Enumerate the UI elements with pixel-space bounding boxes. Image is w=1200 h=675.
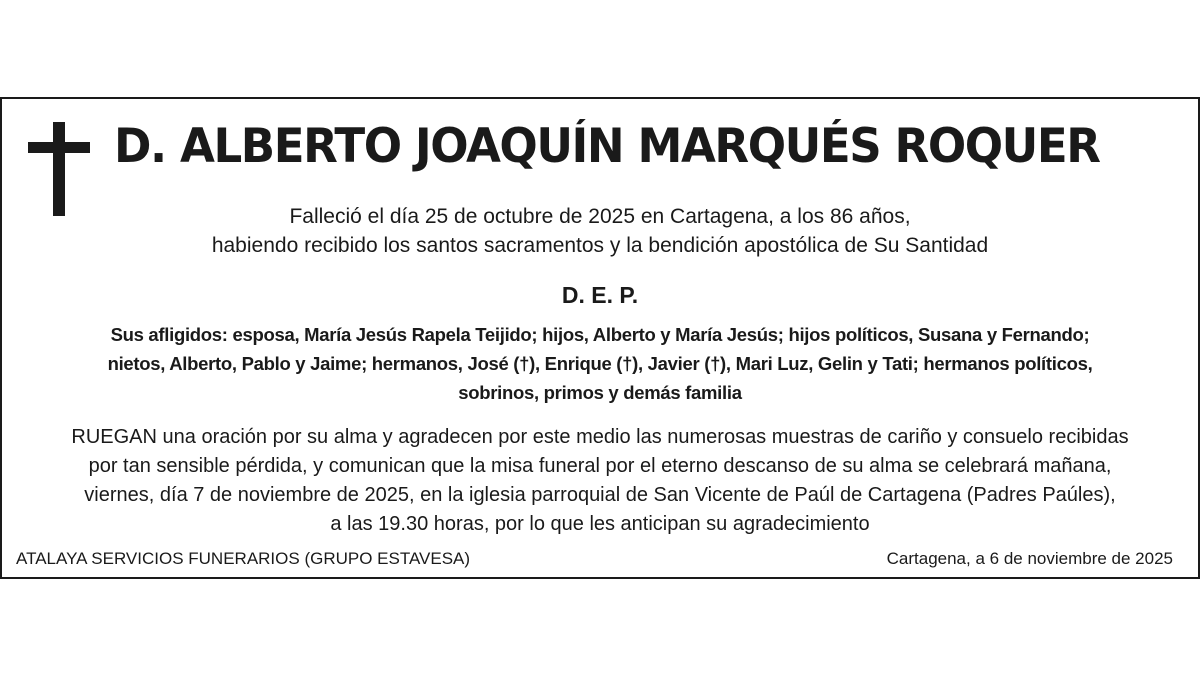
death-line: Falleció el día 25 de octubre de 2025 en Cartagena, a los 86 años, bbox=[289, 205, 911, 228]
family-line: Sus afligidos: esposa, María Jesús Rapela Teijido; hijos, Alberto y María Jesús; hijos políticos, Susana y Fernando; bbox=[110, 324, 1090, 345]
family-line: sobrinos, primos y demás familia bbox=[458, 382, 742, 403]
request-line: viernes, día 7 de noviembre de 2025, en la iglesia parroquial de San Vicente de Paúl de Cartagena (Padres Paúles), bbox=[84, 484, 1116, 506]
family-line: nietos, Alberto, Pablo y Jaime; hermanos, José (†), Enrique (†), Javier (†), Mari Luz, Gelin y Tati; hermanos políticos, bbox=[107, 353, 1093, 374]
request-line: RUEGAN una oración por su alma y agradecen por este medio las numerosas muestras de cariño y consuelo recibidas bbox=[71, 426, 1129, 448]
obituary-notice bbox=[0, 97, 1200, 579]
funeral-home: ATALAYA SERVICIOS FUNERARIOS (GRUPO ESTAVESA) bbox=[16, 549, 471, 568]
request-line: a las 19.30 horas, por lo que les anticipan su agradecimiento bbox=[330, 513, 870, 535]
death-announcement bbox=[2, 202, 1198, 260]
death-line: habiendo recibido los santos sacramentos y la bendición apostólica de Su Santidad bbox=[211, 234, 989, 257]
dep-heading: D. E. P. bbox=[561, 282, 639, 308]
family-list bbox=[2, 320, 1198, 407]
funeral-request bbox=[2, 423, 1198, 539]
place-date: Cartagena, a 6 de noviembre de 2025 bbox=[886, 549, 1173, 568]
request-line: por tan sensible pérdida, y comunican que la misa funeral por el eterno descanso de su alma se celebrará mañana, bbox=[88, 455, 1112, 477]
deceased-name: D. ALBERTO JOAQUÍN MARQUÉS ROQUER bbox=[114, 119, 1100, 174]
